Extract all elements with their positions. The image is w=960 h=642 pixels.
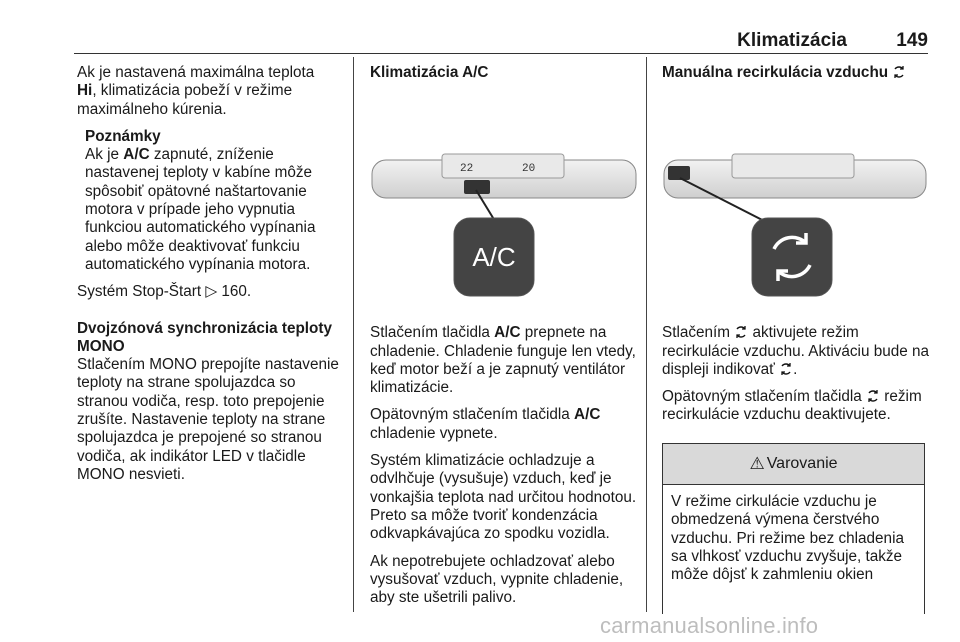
note-title: Poznámky [85, 127, 161, 145]
section-heading: Klimatizácia A/C [370, 64, 489, 81]
paragraph: Opätovným stlačením tlačidla A/C chladenie vypnete. [370, 406, 601, 442]
recirculation-icon [892, 65, 906, 79]
ac-badge-label: A/C [472, 242, 516, 273]
section-heading: Dvojzónová synchronizácia teploty MONO [77, 319, 333, 355]
recirculation-icon [866, 389, 880, 403]
column-divider [646, 57, 647, 612]
column-middle [370, 64, 640, 616]
paragraph: Systém klimatizácie ochladzuje a odvlhčuje (vysušuje) vzduch, keď je vonkajšia teplota nad určitou hodnotou. Preto sa môže tvoriť kondenzácia odkvapkávajúca zo spodku vozidla. [370, 452, 637, 543]
cross-reference: Systém Stop-Štart ▷ 160. [77, 283, 252, 301]
paragraph: Stlačením MONO prepojíte nastavenie teploty na strane spolujazdca so stranou vodiča, resp. toto prepojenie zrušíte. Nastavenie teploty na strane spolujazdca je prepojené so stranou vodiča, ak indikátor LED v tlačidle MONO nesvieti. [77, 356, 339, 483]
watermark: carmanualsonline.info [600, 613, 819, 638]
page-number: 149 [896, 30, 928, 51]
recirculation-icon [734, 325, 748, 339]
column-right [662, 64, 930, 434]
column-left [77, 64, 347, 493]
paragraph: Stlačením aktivujete režim recirkulácie vzduchu. Aktiváciu bude na displeji indikovať . [662, 324, 929, 378]
paragraph: Ak je nastavená maximálna teplota Hi, klimatizácia pobeží v režime maximálneho kúrenia. [77, 64, 315, 118]
header-rule [74, 53, 928, 54]
reference-arrow-icon: ▷ [205, 283, 218, 301]
column-divider [353, 57, 354, 612]
page-title: Klimatizácia [737, 30, 847, 51]
recirculation-button-illustration [662, 126, 930, 316]
ac-button-illustration [370, 126, 640, 316]
note-text: Ak je A/C zapnuté, zníženie nastavenej teploty v kabíne môže spôsobiť opätovné naštartovanie motora v prípade jeho vypnutia funkciou automatického vypínania alebo môže deaktivovať funkciu automatického vypínania motora. [85, 146, 316, 273]
paragraph: Stlačením tlačidla A/C prepnete na chladenie. Chladenie funguje len vtedy, keď motor beží a je zapnutý ventilátor klimatizácie. [370, 324, 636, 397]
recirculation-icon [779, 362, 793, 376]
warning-text: V režime cirkulácie vzduchu je obmedzená výmena čerstvého vzduchu. Pri režime bez chladenia sa vlhkosť vzduchu zvyšuje, takže môže dôjsť k zahmleniu okien [671, 493, 904, 584]
paragraph: Opätovným stlačením tlačidla režim recirkulácie vzduchu deaktivujete. [662, 388, 922, 424]
warning-triangle-icon: ⚠ [749, 454, 765, 473]
note-block [85, 128, 347, 274]
warning-box [662, 443, 925, 614]
warning-header [663, 444, 924, 485]
svg-text:22: 22 [460, 163, 474, 176]
section-heading: Manuálna recirkulácia vzduchu [662, 64, 930, 82]
warning-title: Varovanie [766, 455, 838, 472]
page-header [0, 30, 960, 50]
svg-text:20: 20 [522, 163, 536, 176]
paragraph: Ak nepotrebujete ochladzovať alebo vysušovať vzduch, vypnite chladenie, aby ste ušetrili palivo. [370, 552, 624, 607]
